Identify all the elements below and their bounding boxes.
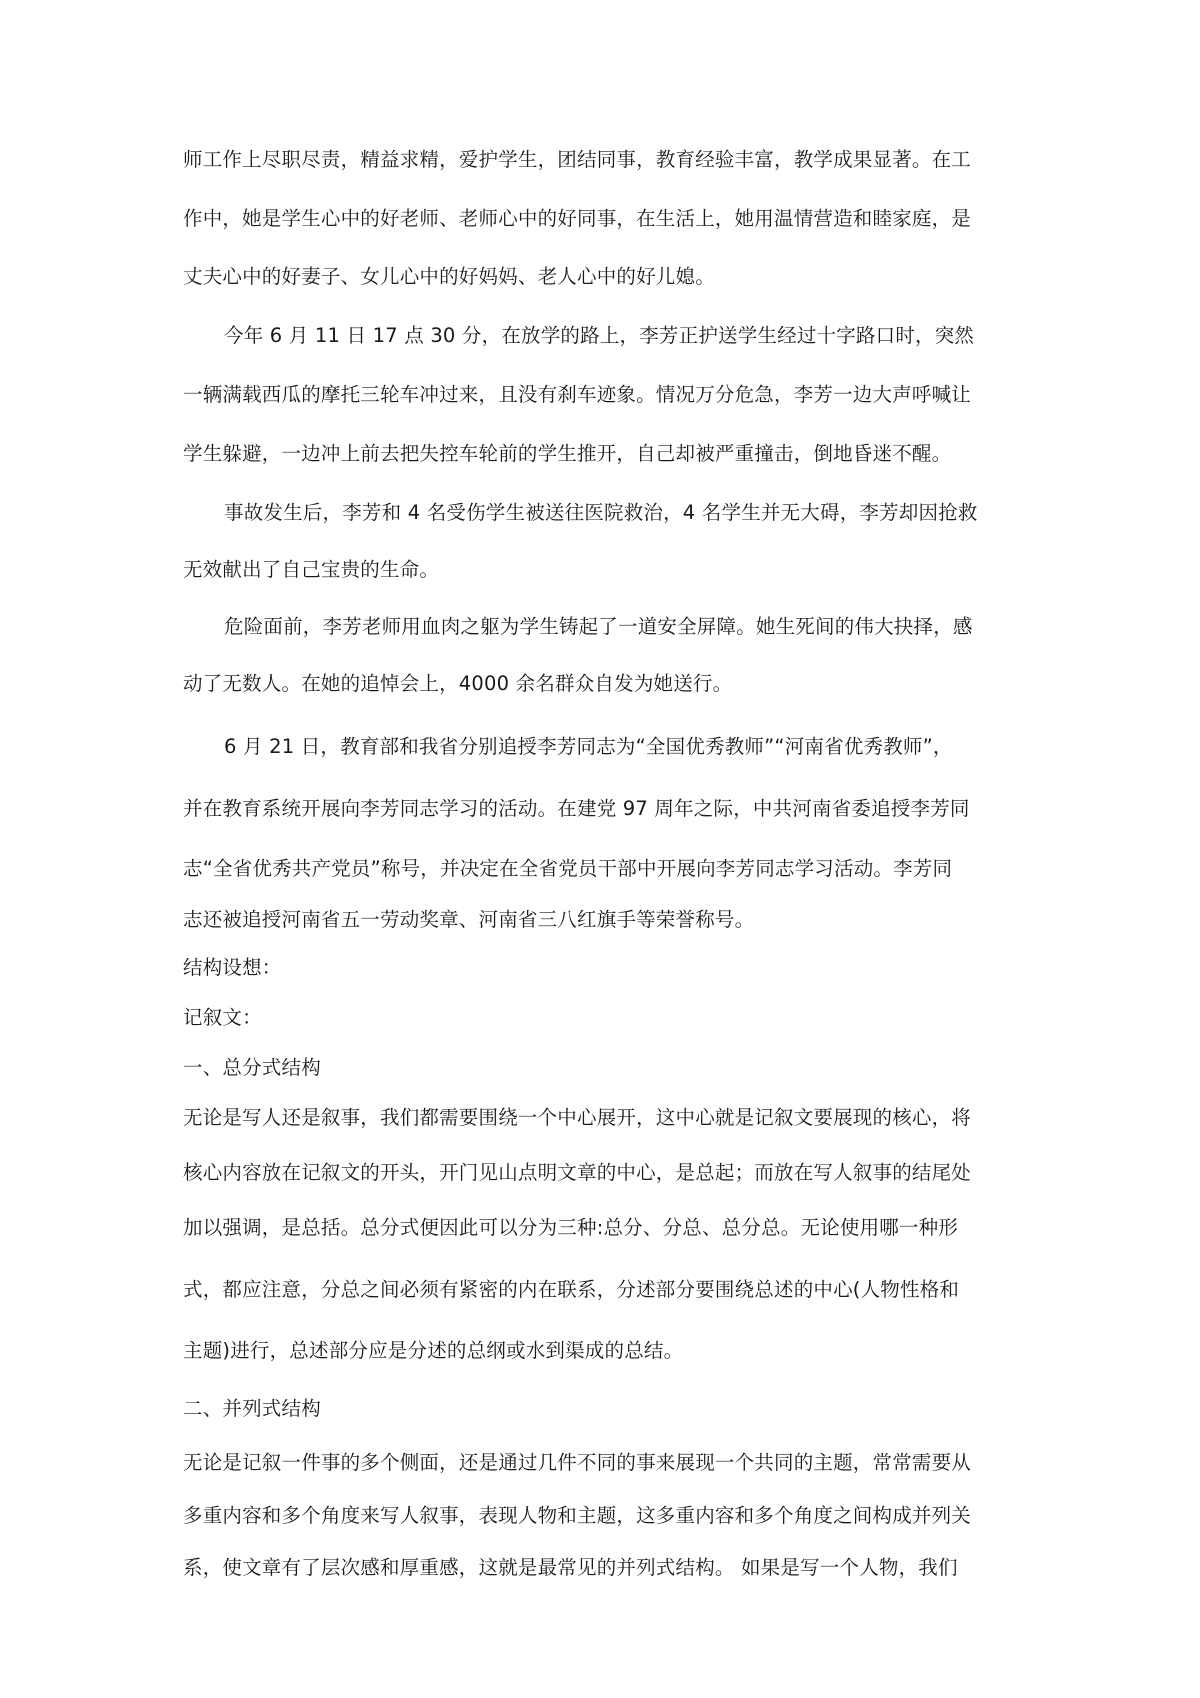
text-line: 结构设想： <box>183 956 282 979</box>
section-heading: 二、并列式结构 <box>183 1397 321 1420</box>
text-line: 主题)进行，总述部分应是分述的总纲或水到渠成的总结。 <box>183 1339 684 1362</box>
section-heading: 一、总分式结构 <box>183 1056 321 1079</box>
text-line: 记叙文： <box>183 1006 262 1029</box>
text-line: 志“全省优秀共产党员”称号，并决定在全省党员干部中开展向李芳同志学习活动。李芳同 <box>183 857 953 880</box>
text-line: 动了无数人。在她的追悼会上，4000 余名群众自发为她送行。 <box>183 672 733 695</box>
text-line: 6 月 21 日，教育部和我省分别追授李芳同志为“全国优秀教师”“河南省优秀教师”， <box>224 735 953 758</box>
text-line: 无论是记叙一件事的多个侧面，还是通过几件不同的事来展现一个共同的主题，常常需要从 <box>183 1451 972 1474</box>
text-line: 作中，她是学生心中的好老师、老师心中的好同事，在生活上，她用温情营造和睦家庭，是 <box>183 207 972 230</box>
text-line: 式，都应注意，分总之间必须有紧密的内在联系，分述部分要围绕总述的中心(人物性格和 <box>183 1278 960 1301</box>
text-line: 一辆满载西瓜的摩托三轮车冲过来，且没有刹车迹象。情况万分危急，李芳一边大声呼喊让 <box>183 383 972 406</box>
text-line: 系，使文章有了层次感和厚重感，这就是最常见的并列式结构。 如果是写一个人物，我们 <box>183 1556 958 1579</box>
text-line: 多重内容和多个角度来写人叙事，表现人物和主题，这多重内容和多个角度之间构成并列关 <box>183 1504 972 1527</box>
text-line: 加以强调，是总括。总分式便因此可以分为三种:总分、分总、总分总。无论使用哪一种形 <box>183 1216 959 1239</box>
text-line: 并在教育系统开展向李芳同志学习的活动。在建党 97 周年之际，中共河南省委追授李芳同 <box>183 797 970 820</box>
text-line: 志还被追授河南省五一劳动奖章、河南省三八红旗手等荣誉称号。 <box>183 908 755 931</box>
text-line: 学生躲避，一边冲上前去把失控车轮前的学生推开，自己却被严重撞击，倒地昏迷不醒。 <box>183 442 952 465</box>
text-line: 核心内容放在记叙文的开头，开门见山点明文章的中心，是总起；而放在写人叙事的结尾处 <box>183 1161 972 1184</box>
text-line: 无论是写人还是叙事，我们都需要围绕一个中心展开，这中心就是记叙文要展现的核心，将 <box>183 1106 972 1129</box>
text-line: 危险面前，李芳老师用血肉之躯为学生铸起了一道安全屏障。她生死间的伟大抉择，感 <box>224 615 973 638</box>
text-line: 丈夫心中的好妻子、女儿心中的好妈妈、老人心中的好儿媳。 <box>183 265 715 288</box>
text-line: 今年 6 月 11 日 17 点 30 分，在放学的路上，李芳正护送学生经过十字路口时，突然 <box>224 324 975 347</box>
text-line: 事故发生后，李芳和 4 名受伤学生被送往医院救治，4 名学生并无大碍，李芳却因抢救 <box>224 501 978 524</box>
text-line: 无效献出了自己宝贵的生命。 <box>183 558 440 581</box>
text-line: 师工作上尽职尽责，精益求精，爱护学生，团结同事，教育经验丰富，教学成果显著。在工 <box>183 148 972 171</box>
